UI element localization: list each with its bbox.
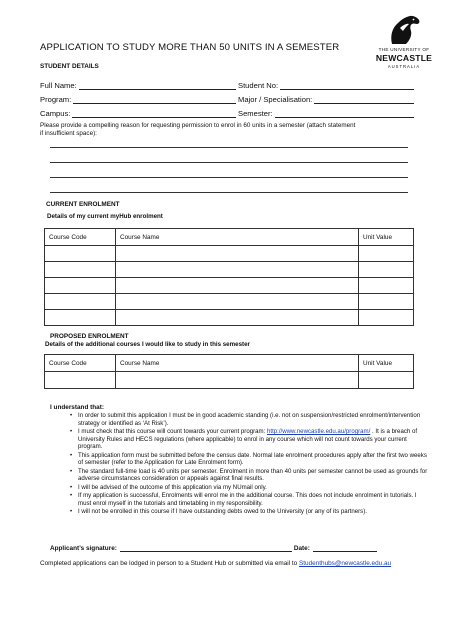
campus-input[interactable]: [72, 109, 236, 118]
program-field[interactable]: [40, 95, 236, 104]
table-cell[interactable]: [116, 278, 359, 294]
semester-field[interactable]: [238, 109, 414, 118]
table-cell[interactable]: [45, 278, 116, 294]
logo-line-2: NEWCASTLE: [375, 53, 433, 63]
table-header-row: [45, 229, 414, 246]
table-cell[interactable]: [116, 310, 359, 326]
col-unit-value: Unit Value: [359, 355, 414, 372]
col-course-code: Course Code: [45, 355, 116, 372]
table-cell[interactable]: [359, 372, 414, 389]
semester-label: Semester:: [238, 109, 273, 118]
table-cell[interactable]: [116, 246, 359, 262]
date-input[interactable]: [313, 544, 377, 552]
horse-head-icon: [386, 14, 422, 46]
table-row: [45, 246, 414, 262]
major-field[interactable]: [238, 95, 414, 104]
list-item: • In order to submit this application I must be in good academic standing (i.e. not on suspension/restricted enrolment/intervention strategy or identified as ‘At Risk’).: [78, 412, 430, 427]
table-row: [45, 262, 414, 278]
reason-text-line-1: Please provide a compelling reason for requesting permission to enrol in 60 units in a semester (attach statement: [40, 122, 356, 129]
campus-field[interactable]: [40, 109, 236, 118]
understand-heading: I understand that:: [50, 404, 104, 411]
logo-line-1: THE UNIVERSITY OF: [378, 47, 430, 52]
reason-line-1[interactable]: [50, 147, 408, 148]
signature-row: [50, 544, 377, 552]
table-header-row: [45, 355, 414, 372]
conditions-list: [78, 412, 430, 516]
current-enrolment-caption: Details of my current myHub enrolment: [47, 213, 163, 220]
student-no-field[interactable]: [238, 81, 414, 90]
list-item: • I will be advised of the outcome of this application via my NUmail only.: [78, 484, 430, 492]
submission-note: [40, 560, 460, 568]
list-item: • I will not be enrolled in this course if I have outstanding debts owed to the University (or any of its partners).: [78, 508, 430, 516]
program-link[interactable]: http://www.newcastle.edu.au/program/: [266, 427, 371, 435]
table-cell[interactable]: [116, 262, 359, 278]
list-item: • This application form must be submitted before the census date. Normal late enrolment procedures apply after the first two weeks of semester (refer to the Application for Late Enrolment form).: [78, 452, 430, 467]
table-cell[interactable]: [116, 372, 359, 389]
full-name-field[interactable]: [40, 81, 236, 90]
list-item-text: . It is a breach of University Rules and HECS regulations (where applicable) to enrol in any course which will not count towards your current program.: [78, 427, 418, 451]
program-input[interactable]: [73, 95, 236, 104]
semester-input[interactable]: [275, 109, 414, 118]
list-item-text: I must check that this course will count towards your current program:: [78, 427, 267, 435]
table-row: [45, 294, 414, 310]
table-cell[interactable]: [45, 294, 116, 310]
university-logo: [366, 14, 442, 72]
proposed-enrolment-table: [44, 354, 414, 389]
reason-text-line-2: if insufficient space):: [40, 130, 97, 137]
table-row: [45, 372, 414, 389]
list-item: • The standard full-time load is 40 units per semester. Enrolment in more than 40 units per semester cannot be used as grounds for adverse circumstances consideration or appeals against final results.: [78, 468, 430, 483]
reason-line-2[interactable]: [50, 162, 408, 163]
form-title: APPLICATION TO STUDY MORE THAN 50 UNITS IN A SEMESTER: [40, 42, 340, 53]
logo-line-3: AUSTRALIA: [387, 64, 421, 69]
full-name-label: Full Name:: [40, 81, 77, 90]
table-cell[interactable]: [45, 372, 116, 389]
current-enrolment-heading: CURRENT ENROLMENT: [46, 201, 120, 208]
signature-label: Applicant’s signature:: [50, 545, 117, 552]
col-course-name: Course Name: [116, 355, 359, 372]
email-link[interactable]: Studenthubs@newcastle.edu.au: [298, 560, 392, 567]
table-row: [45, 310, 414, 326]
reason-instructions: [40, 122, 440, 138]
table-cell[interactable]: [45, 246, 116, 262]
proposed-enrolment-caption: Details of the additional courses I would like to study in this semester: [45, 341, 250, 348]
current-enrolment-table: [44, 228, 414, 326]
student-details-heading: STUDENT DETAILS: [40, 63, 99, 70]
major-label: Major / Specialisation:: [238, 95, 313, 104]
proposed-enrolment-heading: PROPOSED ENROLMENT: [50, 333, 129, 340]
table-cell[interactable]: [359, 310, 414, 326]
reason-line-3[interactable]: [50, 177, 408, 178]
submission-text: Completed applications can be lodged in person to a Student Hub or submitted via email to: [40, 560, 299, 567]
major-input[interactable]: [314, 95, 414, 104]
list-item: • If my application is successful, Enrolments will enrol me in the additional course. This does not include enrolment in tutorials. I must enrol myself in the tutorials and timetabling in my responsibility.: [78, 492, 430, 507]
date-label: Date:: [293, 545, 310, 552]
col-unit-value: Unit Value: [359, 229, 414, 246]
program-label: Program:: [40, 95, 72, 104]
table-cell[interactable]: [45, 310, 116, 326]
table-cell[interactable]: [45, 262, 116, 278]
table-cell[interactable]: [359, 246, 414, 262]
signature-input[interactable]: [120, 544, 292, 552]
table-cell[interactable]: [116, 294, 359, 310]
col-course-name: Course Name: [116, 229, 359, 246]
reason-line-4[interactable]: [50, 192, 408, 193]
student-no-input[interactable]: [280, 81, 414, 90]
table-cell[interactable]: [359, 278, 414, 294]
table-cell[interactable]: [359, 294, 414, 310]
col-course-code: Course Code: [45, 229, 116, 246]
table-cell[interactable]: [359, 262, 414, 278]
list-item: [78, 428, 430, 451]
full-name-input[interactable]: [79, 81, 236, 90]
table-row: [45, 278, 414, 294]
campus-label: Campus:: [40, 109, 71, 118]
student-no-label: Student No:: [238, 81, 279, 90]
